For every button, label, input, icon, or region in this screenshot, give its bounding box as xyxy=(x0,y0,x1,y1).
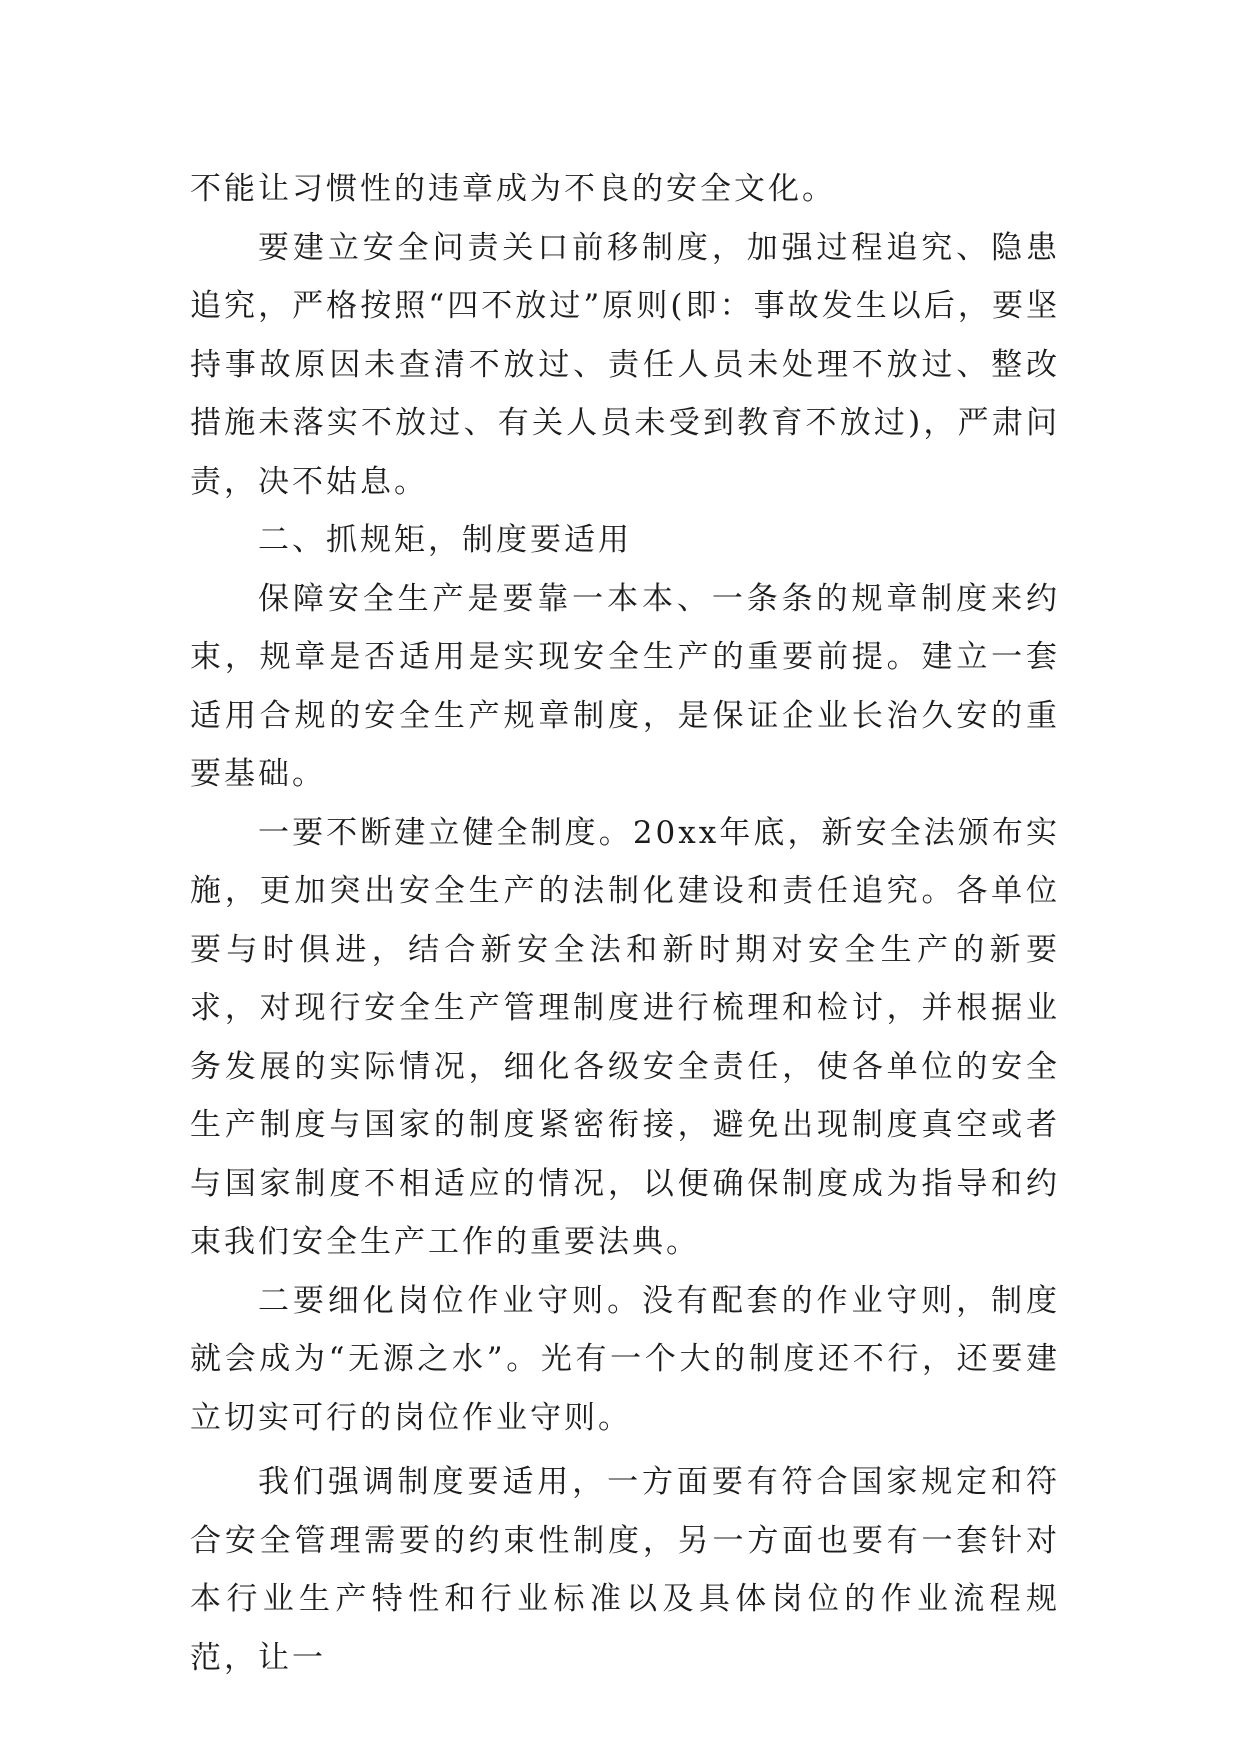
paragraph-build-system: 一要不断建立健全制度。20xx年底，新安全法颁布实施，更加突出安全生产的法制化建设和责任追究。各单位要与时俱进，结合新安全法和新时期对安全生产的新要求，对现行安全生产管理制度进行梳理和检讨，并根据业务发展的实际情况，细化各级安全责任，使各单位的安全生产制度与国家的制度紧密衔接，避免出现制度真空或者与国家制度不相适应的情况，以便确保制度成为指导和约束我们安全生产工作的重要法典。 xyxy=(190,814,1060,1260)
paragraph-accountability: 要建立安全问责关口前移制度，加强过程追究、隐患追究，严格按照“四不放过”原则(即：事故发生以后，要坚持事故原因未查清不放过、责任人员未处理不放过、整改措施未落实不放过、有关人员未受到教育不放过)，严肃问责，决不姑息。 xyxy=(190,229,1060,500)
document-body xyxy=(190,160,1060,1687)
paragraph-job-rules: 二要细化岗位作业守则。没有配套的作业守则，制度就会成为“无源之水”。光有一个大的制度还不行，还要建立切实可行的岗位作业守则。 xyxy=(190,1282,1060,1436)
section-heading: 二、抓规矩，制度要适用 xyxy=(258,522,632,558)
paragraph-rules-intro: 保障安全生产是要靠一本本、一条条的规章制度来约束，规章是否适用是实现安全生产的重要前提。建立一套适用合规的安全生产规章制度，是保证企业长治久安的重要基础。 xyxy=(190,580,1060,792)
paragraph-applicability: 我们强调制度要适用，一方面要有符合国家规定和符合安全管理需要的约束性制度，另一方面也要有一套针对本行业生产特性和行业标准以及具体岗位的作业流程规范，让一 xyxy=(190,1464,1060,1676)
paragraph-continuation: 不能让习惯性的违章成为不良的安全文化。 xyxy=(190,171,836,207)
